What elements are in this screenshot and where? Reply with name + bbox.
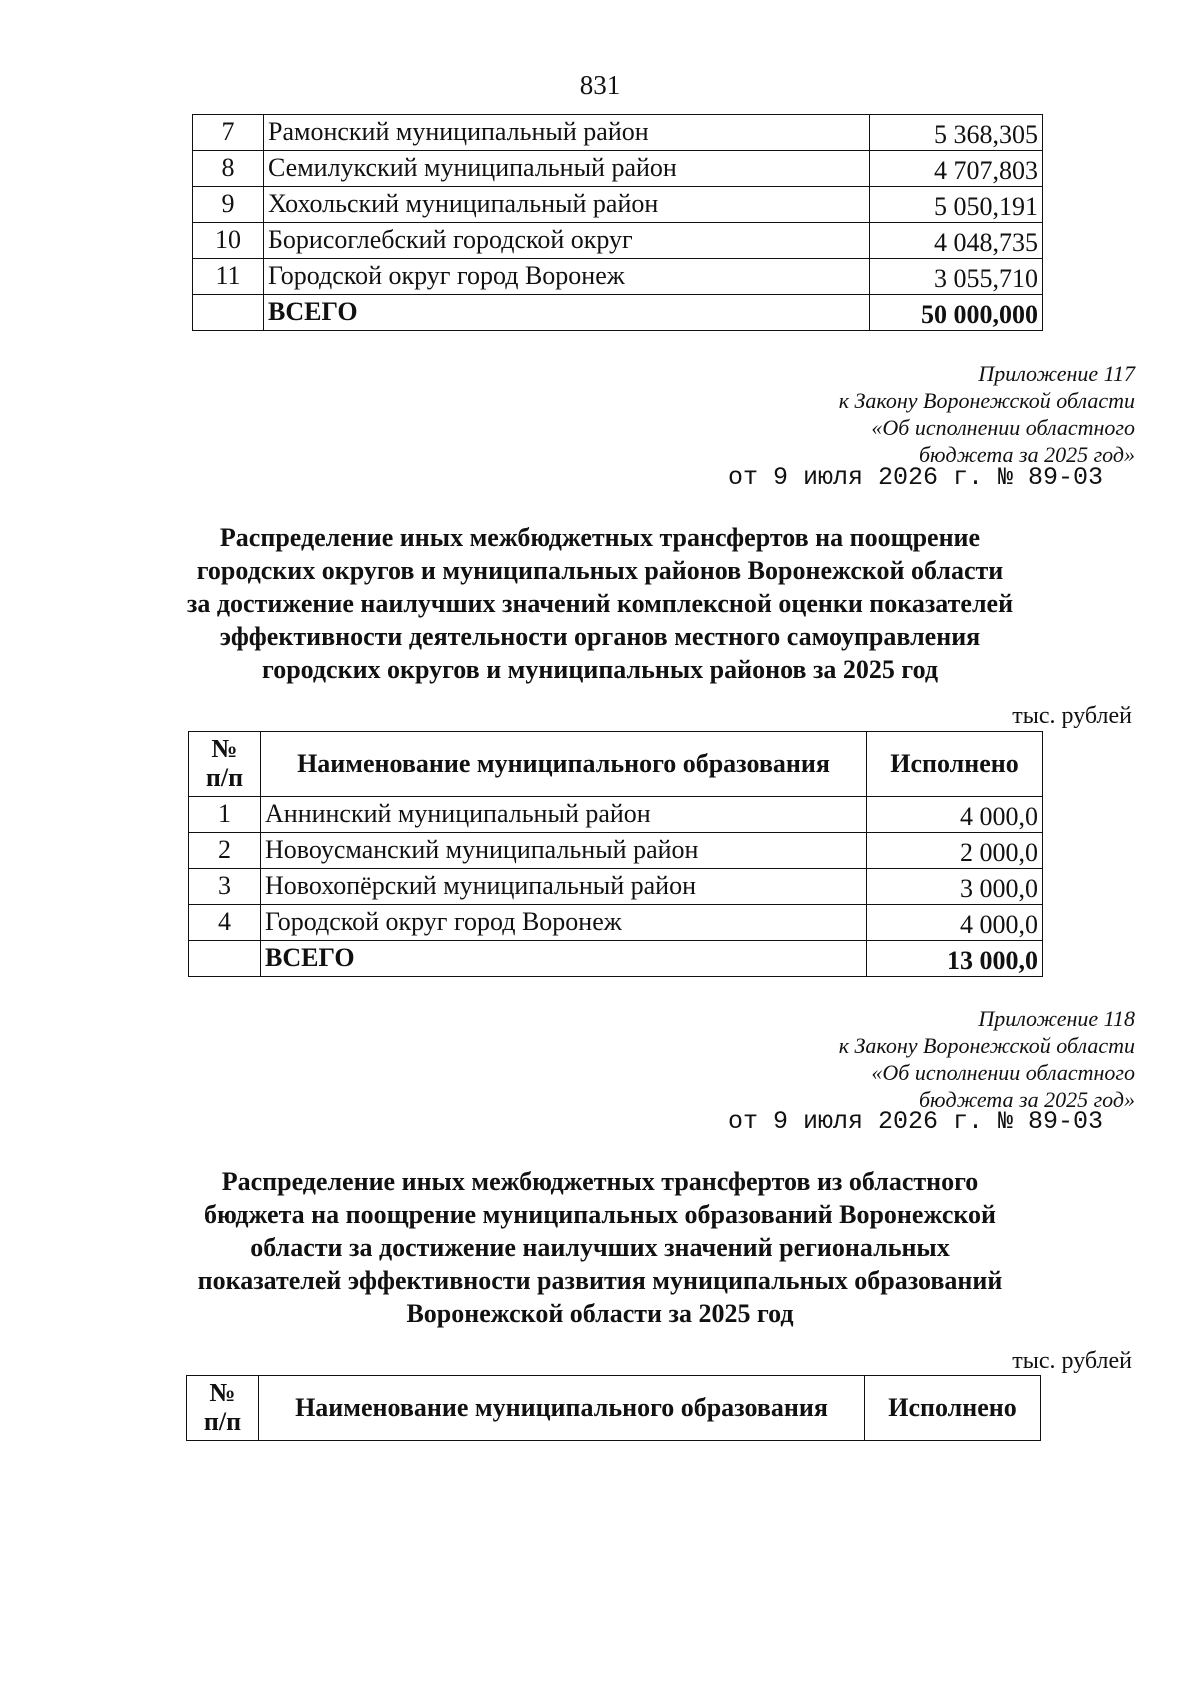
annex-117-table (188, 731, 1043, 977)
title-line: бюджета на поощрение муниципальных образований Воронежской (204, 1200, 996, 1229)
table-row (193, 187, 1043, 223)
table-row (193, 259, 1043, 295)
annex-law-reference: к Закону Воронежской области (838, 1033, 1135, 1058)
title-line: городских округов и муниципальных районов Воронежской области (196, 556, 1004, 585)
title-line: Распределение иных межбюджетных трансфертов на поощрение (219, 523, 981, 552)
units-label: тыс. рублей (1012, 1348, 1132, 1374)
table-row (193, 151, 1043, 187)
table-row (193, 115, 1043, 151)
row-number: 2 (189, 833, 261, 869)
table-row (189, 869, 1043, 905)
title-line: области за достижение наилучших значений региональных (250, 1233, 950, 1262)
title-line: за достижение наилучших значений комплексной оценки показателей (186, 589, 1014, 618)
annex-law-title: бюджета за 2025 год» (918, 1087, 1135, 1112)
page-number: 831 (579, 70, 621, 100)
annex-118-table (186, 1375, 1041, 1441)
annex-law-reference: к Закону Воронежской области (838, 388, 1135, 413)
total-label: ВСЕГО (261, 941, 867, 977)
executed-value: 4 000,0 (867, 797, 1043, 833)
decree-stamp: от 9 июля 2026 г. № 89-03 (728, 1107, 1104, 1136)
annex-law-title: «Об исполнении областного (871, 1060, 1135, 1085)
annex-118-caption (839, 1005, 1135, 1113)
municipality-name: Городской округ город Воронеж (264, 259, 870, 295)
header-number-symbol: № (209, 1378, 236, 1408)
table-row (193, 223, 1043, 259)
row-number: 9 (193, 187, 264, 223)
executed-value: 5 050,191 (870, 187, 1043, 223)
decree-stamp: от 9 июля 2026 г. № 89-03 (728, 463, 1104, 492)
continued-table (192, 114, 1043, 331)
row-number: 8 (193, 151, 264, 187)
header-number (189, 732, 261, 797)
municipality-name: Аннинский муниципальный район (261, 797, 867, 833)
total-value: 50 000,000 (870, 295, 1043, 331)
title-line: Воронежской области за 2025 год (406, 1299, 794, 1328)
row-number: 10 (193, 223, 264, 259)
municipality-name: Семилукский муниципальный район (264, 151, 870, 187)
header-executed: Исполнено (865, 1376, 1041, 1441)
header-name: Наименование муниципального образования (259, 1376, 865, 1441)
annex-law-title: «Об исполнении областного (871, 415, 1135, 440)
title-line: показателей эффективности развития муниципальных образований (197, 1266, 1003, 1295)
municipality-name: Новохопёрский муниципальный район (261, 869, 867, 905)
annex-number: Приложение 118 (978, 1006, 1135, 1031)
total-label: ВСЕГО (264, 295, 870, 331)
executed-value: 2 000,0 (867, 833, 1043, 869)
annex-117-caption (839, 360, 1135, 468)
row-number: 11 (193, 259, 264, 295)
executed-value: 4 707,803 (870, 151, 1043, 187)
annex-law-title: бюджета за 2025 год» (918, 442, 1135, 467)
municipality-name: Городской округ город Воронеж (261, 905, 867, 941)
row-number: 3 (189, 869, 261, 905)
header-number (187, 1376, 259, 1441)
executed-value: 5 368,305 (870, 115, 1043, 151)
executed-value: 3 055,710 (870, 259, 1043, 295)
annex-117-title (140, 521, 1060, 686)
row-number: 4 (189, 905, 261, 941)
executed-value: 4 000,0 (867, 905, 1043, 941)
executed-value: 4 048,735 (870, 223, 1043, 259)
total-value: 13 000,0 (867, 941, 1043, 977)
table-row (189, 905, 1043, 941)
header-number-abbrev: п/п (205, 763, 244, 792)
municipality-name: Рамонский муниципальный район (264, 115, 870, 151)
title-line: Распределение иных межбюджетных трансфертов из областного (221, 1167, 979, 1196)
total-row (193, 295, 1043, 331)
total-row (189, 941, 1043, 977)
municipality-name: Борисоглебский городской округ (264, 223, 870, 259)
title-line: эффективности деятельности органов местного самоуправления (219, 622, 981, 651)
row-number: 1 (189, 797, 261, 833)
annex-118-title (140, 1165, 1060, 1330)
table-row (189, 797, 1043, 833)
units-label: тыс. рублей (1012, 703, 1132, 729)
executed-value: 3 000,0 (867, 869, 1043, 905)
table-row (189, 833, 1043, 869)
header-executed: Исполнено (867, 732, 1043, 797)
header-number-symbol: № (211, 734, 238, 764)
municipality-name: Новоусманский муниципальный район (261, 833, 867, 869)
table-header (189, 732, 1043, 797)
row-number: 7 (193, 115, 264, 151)
title-line: городских округов и муниципальных районов за 2025 год (262, 655, 938, 684)
header-number-abbrev: п/п (203, 1407, 242, 1436)
header-name: Наименование муниципального образования (261, 732, 867, 797)
municipality-name: Хохольский муниципальный район (264, 187, 870, 223)
table-header (187, 1376, 1041, 1441)
annex-number: Приложение 117 (978, 361, 1135, 386)
